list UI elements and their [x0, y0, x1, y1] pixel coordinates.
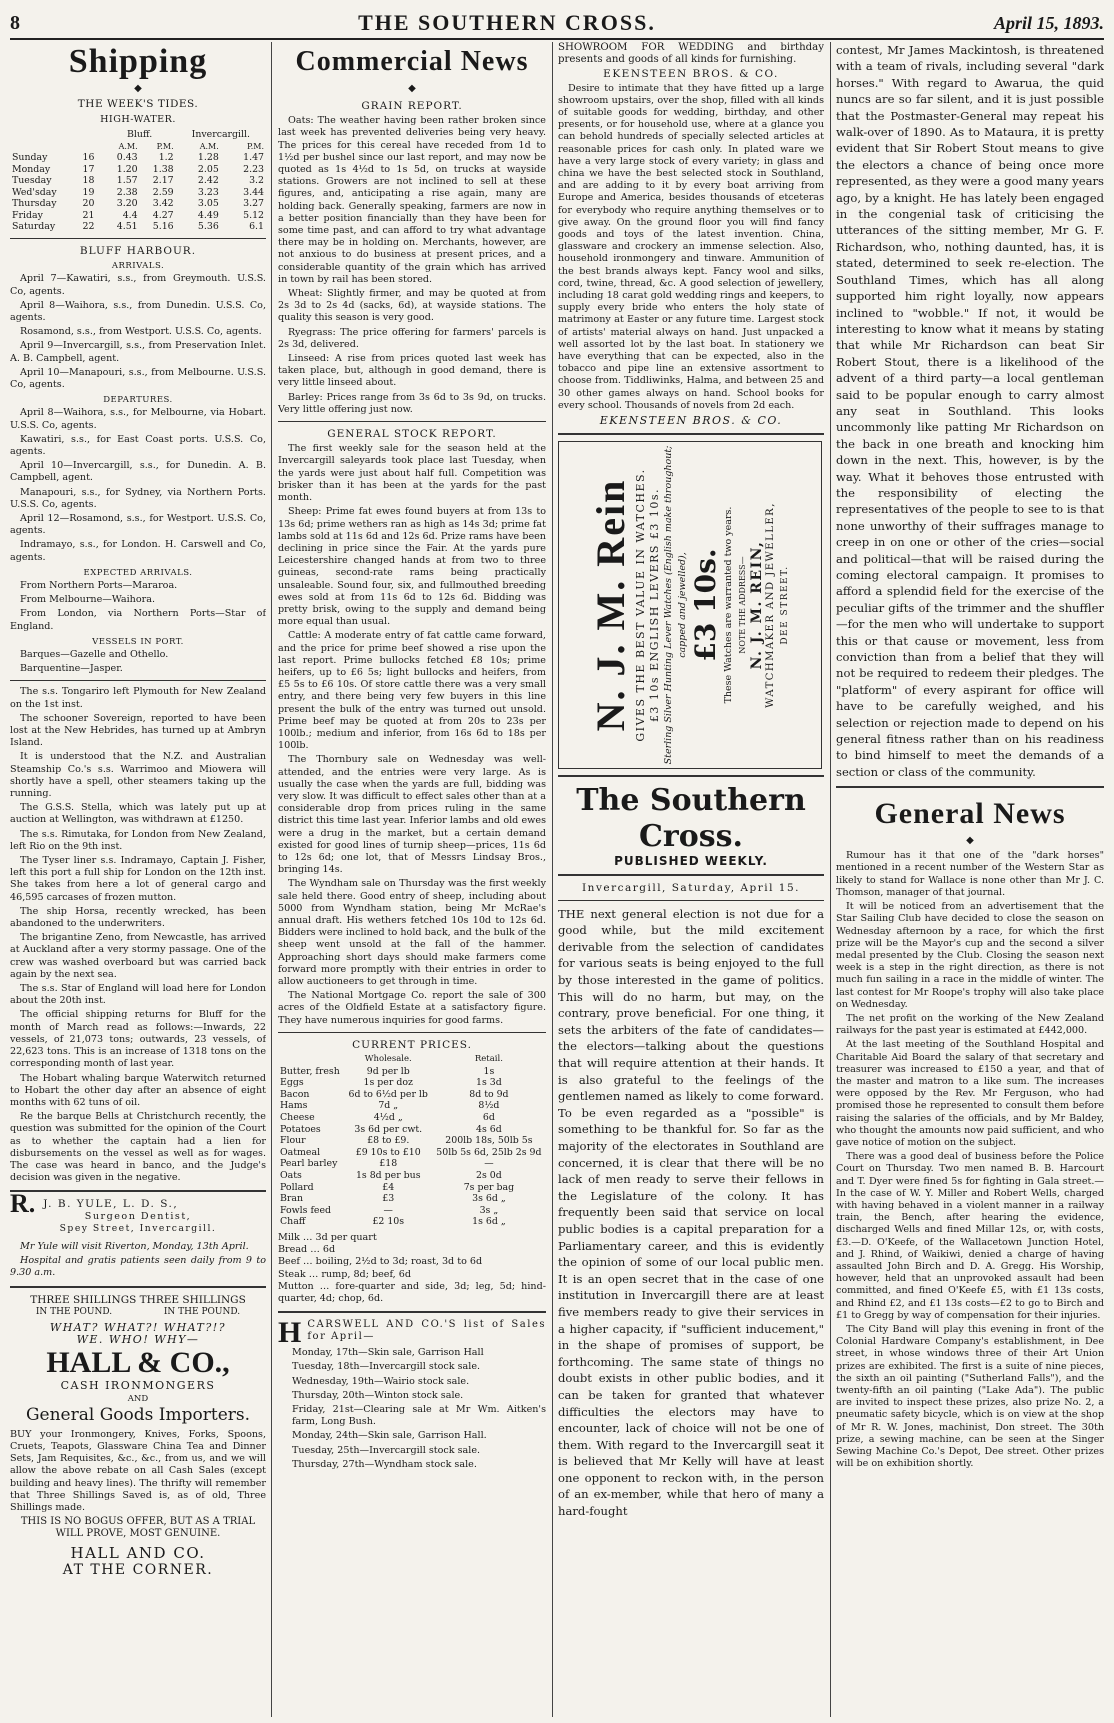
shipping-news-paragraph: The G.S.S. Stella, which was lately put up at auction at Wellington, was withdrawn at £1250.	[10, 802, 266, 826]
price-cell: £3	[382, 1193, 395, 1205]
hall-name: HALL & CO.,	[46, 1346, 230, 1380]
departure-entry: April 12—Rosamond, s.s., for Westport. U.S.S. Co, agents.	[10, 512, 266, 537]
price-cell: 1s 8d per bus	[355, 1169, 421, 1181]
price-row	[278, 1077, 546, 1089]
arrival-entry: April 10—Manapouri, s.s., from Melbourne. U.S.S. Co, agents.	[10, 366, 266, 390]
tide-row	[10, 187, 266, 199]
tide-cell: 2.17	[152, 175, 174, 187]
newspaper-title: THE SOUTHERN CROSS.	[358, 10, 656, 35]
showroom-lead: SHOWROOM FOR WEDDING and birthday presents and goods of all kinds for furnishing.	[558, 42, 824, 66]
hall-advert	[10, 1294, 266, 1579]
price-cell: Butter, fresh	[280, 1065, 340, 1077]
price-row	[278, 1124, 546, 1136]
grain-paragraph: Wheat: Slightly firmer, and may be quoted at from 2s 3d to 2s 4d (sacks, 6d), at wayside stations. The quality this season is very good.	[278, 288, 546, 324]
diamond-ornament-icon: ◆	[966, 835, 974, 847]
price-row	[278, 1100, 546, 1112]
yule-note: Hospital and gratis patients seen daily from 9 to 9.30 a.m.	[10, 1255, 266, 1279]
tide-cell: 16	[82, 152, 95, 164]
tide-cell: 5.36	[197, 221, 219, 233]
price-cell: Eggs	[280, 1077, 304, 1089]
tide-cell: 3.2	[249, 175, 264, 187]
departure-entry: Manapouri, s.s., for Sydney, via Northern Ports. U.S.S. Co, agents.	[10, 486, 266, 510]
ekensteen-body: Desire to intimate that they have fitted up a large showroom upstairs, over the shop, filled with all kinds of suitable goods for wedding, birthday, and other presents, or for household use, where at a glance you can behold hundreds of specially selected articles at reasonable prices for cash only. In plated ware we have a very large stock of every variety; in glass and china we have the best selected stock in Southland, and are adding to it by every boat arriving from Europe and America, besides thousands of etceteras for everybody who require anything themselves or to give away. On the ground floor you will find fancy goods and toys of the latest invention. China, glassware and crockery an immense selection. Also, household ironmongery and tinware. Ammunition of the best brands always kept. Fancy wool and silks, cord, twine, thread, &c. A good selection of jewellery, including 18 carat gold wedding rings and keepers, to supply every bride who enters the holy state of matrimony at Easter or any future time. Largest stock of artists' material always on hand. Just unpacked a well assorted lot by the last boat. In stationery we have everything that can be expected, also in the tobacco and pipe line an extensive assortment to choose from. Tiddliwinks, Halma, and between 25 and 30 other games always on hand. School books for every school. Thousands of novels from 2d each.	[558, 82, 824, 411]
price-cell: Fowls feed	[280, 1204, 332, 1216]
shipping-news-paragraph: The s.s. Star of England will load here for London about the 20th inst.	[10, 983, 266, 1007]
carswell-sale-item: Friday, 21st—Clearing sale at Mr Wm. Aitken's farm, Long Bush.	[292, 1403, 546, 1428]
tide-row	[10, 221, 266, 233]
shipping-news-paragraph: The official shipping returns for Bluff for the month of March read as follows:—Inwards, 22 vessels, of 21,073 tons; outwards, 23 vessels, of 22,623 tons. This is an increase of 1318 tons on the corresponding month of last year.	[10, 1009, 266, 1070]
carswell-sale-item: Wednesday, 19th—Wairio stock sale.	[292, 1375, 470, 1387]
price-cell: 1s 3d	[476, 1077, 502, 1089]
prices-table	[278, 1054, 546, 1228]
hall-footer: AT THE CORNER.	[62, 1562, 214, 1579]
shipping-news-paragraph: It is understood that the N.Z. and Australian Steamship Co.'s s.s. Warrimoo and Miowera will shortly have a spell, other steamers taking up the running.	[10, 751, 266, 800]
price-cell: —	[484, 1158, 494, 1170]
tide-row	[10, 210, 266, 222]
tide-cell: Monday	[12, 163, 51, 175]
rein-line: £3 10s ENGLISH LEVERS £3 10s.	[648, 488, 661, 723]
price-cell: 4½d „	[373, 1112, 403, 1123]
tide-cell: Wed'sday	[12, 186, 57, 198]
carswell-sale-item: Thursday, 20th—Winton stock sale.	[292, 1389, 464, 1401]
tide-row	[10, 175, 266, 187]
hall-line: THREE SHILLINGS THREE SHILLINGS	[30, 1293, 246, 1306]
carswell-sales	[278, 1347, 546, 1471]
meat-price: rump, 8d; beef, 6d	[321, 1268, 412, 1280]
price-row	[278, 1112, 546, 1124]
hall-offer: THIS IS NO BOGUS OFFER, BUT AS A TRIAL WILL PROVE, MOST GENUINE.	[20, 1516, 256, 1540]
tide-col-header: P.M.	[156, 141, 174, 151]
yule-initial: R.	[10, 1189, 36, 1219]
meat-price: boiling, 2½d to 3d; roast, 3d to 6d	[315, 1256, 483, 1268]
price-row	[278, 1193, 546, 1205]
vessels-list	[10, 649, 266, 675]
general-news-paragraph: Rumour has it that one of the "dark horses" mentioned in a recent number of the Western Star as likely to stand for Wallace is none other than Mr J. C. Thomson, manager of that journal.	[836, 850, 1104, 898]
departures-title: DEPARTURES.	[103, 395, 173, 406]
carswell-advert	[278, 1316, 546, 1471]
tide-row	[10, 164, 266, 176]
general-news-paragraph: The City Band will play this evening in front of the Colonial Hardware Company's establishment, in Dee street, in whose windows three of their Art Union prizes are exhibited. The first is a suite of nine pieces, the sixth an oil painting ("Sutherland Falls"), and the twenty-fifth an oil painting ("Lake Ada"). The public are invited to inspect these prizes, also prize No. 2, a pneumatic safety bicycle, which is on view at the shop of Mr R. W. Jones, machinist, Don street. The 30th prize, a sewing machine, can be seen at the Singer Sewing Machine Co.'s Depot, Dee street. Other prizes will be on exhibition shortly.	[836, 1324, 1104, 1470]
price-row	[278, 1066, 546, 1078]
section-heading-general: General News	[874, 797, 1066, 831]
tide-cell: 2.38	[116, 186, 138, 198]
tide-cell: 4.49	[197, 209, 219, 221]
tide-cell: Tuesday	[12, 175, 52, 187]
hall-and: AND	[127, 1393, 149, 1404]
price-col-header: Wholesale.	[364, 1054, 412, 1065]
price-cell: 7s per bag	[463, 1181, 515, 1193]
tide-col-header: P.M.	[246, 141, 264, 151]
carswell-title: CARSWELL AND CO.'S list of Sales for April—	[307, 1319, 546, 1343]
expected-title: EXPECTED ARRIVALS.	[83, 567, 193, 578]
stock-paragraph: The first weekly sale for the season held at the Invercargill saleyards took place last Tuesday, when the yards were just about half full. Competition was brisker than it has been at the yards for the past month.	[278, 443, 546, 504]
grain-paragraph: Ryegrass: The price offering for farmers' parcels is 2s 3d, delivered.	[278, 326, 546, 350]
tide-cell: 2.59	[152, 186, 174, 198]
price-cell: Oats	[280, 1169, 302, 1181]
rein-name: N. J. M. Rein	[588, 478, 633, 732]
meat-price: fore-quarter and side, 3d; leg, 5d; hind-quarter, 4d; chop, 6d.	[278, 1280, 546, 1304]
price-row	[278, 1158, 546, 1170]
grain-paragraph: Linseed: A rise from prices quoted last week has taken place, but, although in good demand, there is very little linseed about.	[278, 353, 546, 389]
expected-entry: From London, via Northern Ports—Star of England.	[10, 608, 266, 632]
carswell-sale-item: Monday, 17th—Skin sale, Garrison Hall	[292, 1347, 484, 1359]
tide-cell: 1.20	[116, 163, 138, 175]
rein-line: Sterling Silver Hunting Lever Watches (English make throughout; capped and jewelled),	[663, 445, 688, 765]
tide-cell: 1.57	[116, 175, 138, 187]
price-row	[278, 1216, 546, 1228]
tide-cell: 3.20	[116, 198, 138, 210]
meat-prices	[278, 1232, 546, 1305]
tide-cell: 3.42	[152, 198, 174, 210]
hall-body: BUY your Ironmongery, Knives, Forks, Spoons, Cruets, Teapots, Glassware China Tea and Dinner Sets, Jam Requisites, &c., &c., from us, and we will allow the above rebate on all Cash Sales (except building and heavy lines). The thrifty will remember that Three Shillings Saved is, as of old, Three Shillings made.	[10, 1428, 266, 1513]
tide-col-header: A.M.	[118, 141, 138, 151]
meat-row	[278, 1281, 546, 1305]
meat-row	[278, 1232, 546, 1244]
page-number: 8	[10, 11, 20, 34]
general-news-paragraph: The net profit on the working of the New Zealand railways for the past year is estimated at £442,000.	[836, 1012, 1104, 1037]
tide-cell: 2.42	[197, 175, 219, 187]
yule-note: Mr Yule will visit Riverton, Monday, 13th April.	[20, 1240, 249, 1252]
expected-entry: From Northern Ports—Mararoa.	[20, 579, 178, 591]
meat-price: 6d	[322, 1244, 336, 1256]
tide-cell: 20	[82, 198, 95, 210]
tide-cell: 3.44	[243, 186, 264, 198]
tides-title: THE WEEK'S TIDES.	[77, 98, 199, 110]
tide-cell: 17	[82, 163, 95, 175]
expected-list	[10, 580, 266, 633]
tide-cell: 1.47	[243, 152, 264, 164]
tide-cell: 1.38	[152, 163, 174, 175]
column-leader	[558, 42, 824, 1717]
rein-line: These Watches are warranted two years.	[723, 506, 734, 704]
stock-paragraph: The National Mortgage Co. report the sale of 300 acres of the Oldfield Estate at a satisfactory figure. They have numerous inquiries for good farms.	[278, 990, 546, 1026]
price-row	[278, 1205, 546, 1217]
ekensteen-signature: EKENSTEEN BROS. & CO.	[599, 414, 783, 428]
diamond-ornament-icon: ◆	[408, 83, 416, 94]
column-rule	[271, 42, 272, 1717]
tide-cell: 19	[82, 186, 95, 198]
price-cell: Potatoes	[280, 1123, 321, 1135]
rein-price: £3 10s.	[689, 548, 722, 662]
price-cell: 3s „	[479, 1204, 499, 1216]
rein-line: DEE STREET.	[780, 565, 790, 645]
vessel-entry: Barques—Gazelle and Othello.	[20, 649, 169, 660]
stock-report	[278, 443, 546, 1027]
stock-paragraph: The Wyndham sale on Thursday was the first weekly sale held there. Good entry of sheep, including about 5000 from Wyndham station, being Mr McRae's annual draft. His wethers fetched 10s 10d to 12s 6d. Bidders were inclined to hold back, and the bulk of the sheep went unsold at the fall of the hammer. Approaching short days should make farmers come forward more promptly with their entries in order to allow auctioneers to get through in time.	[278, 878, 546, 988]
price-row	[278, 1170, 546, 1182]
tide-place: Bluff.	[127, 129, 153, 141]
price-cell: Pearl barley	[280, 1158, 338, 1170]
rein-line: WATCHMAKER AND JEWELLER,	[765, 502, 776, 709]
price-cell: £4	[382, 1181, 395, 1193]
tide-cell: 21	[82, 209, 95, 221]
rein-line: NOTE THE ADDRESS—	[738, 556, 747, 654]
yule-name: J. B. YULE, L. D. S.,	[43, 1198, 179, 1211]
tides-subtitle: HIGH-WATER.	[100, 114, 176, 126]
tide-cell: 5.16	[152, 221, 174, 233]
carswell-sale-item: Monday, 24th—Skin sale, Garrison Hall.	[292, 1430, 487, 1442]
arrival-entry: April 8—Waihora, s.s., from Dunedin. U.S.S. Co, agents.	[10, 299, 266, 323]
shipping-news-paragraph: The Tyser liner s.s. Indramayo, Captain J. Fisher, left this port a full ship for London on the 12th inst. She takes from here a lot of general cargo and 46,595 carcases of frozen mutton.	[10, 855, 266, 903]
tide-cell: 4.51	[116, 221, 138, 233]
shipping-news-paragraph: The brigantine Zeno, from Newcastle, has arrived at Auckland after a very stormy passage. One of the crew was washed overboard but was carried back again by the next sea.	[10, 932, 266, 980]
section-heading-shipping: Shipping	[68, 43, 208, 80]
hall-footer: HALL AND CO.	[70, 1544, 206, 1563]
column-shipping	[10, 42, 266, 1717]
meat-row	[278, 1269, 546, 1281]
tide-cell: Saturday	[12, 221, 56, 233]
masthead	[10, 8, 1104, 40]
arrival-entry: April 7—Kawatiri, s.s., from Greymouth. U.S.S. Co, agents.	[10, 273, 266, 297]
harbour-title: BLUFF HARBOUR.	[79, 244, 197, 257]
tide-cell: Sunday	[12, 152, 48, 164]
stock-paragraph: The Thornbury sale on Wednesday was well-attended, and the entries were very large. As is usually the case when the yards are full, bidding was very slow. It was difficult to effect sales other than at a considerable drop from prices ruling in the same district this time last year. Inferior lambs and old ewes were a drug in the market, but a certain demand existed for good lines of turnip sheep—prices, 11s 6d to 12s 6d; one lot, that of Messrs Lindsay Bros., bringing 14s.	[278, 754, 546, 876]
meat-item: Bread …	[278, 1244, 323, 1256]
shipping-news	[10, 686, 266, 1184]
tide-cell: 2.05	[197, 163, 219, 175]
meat-row	[278, 1256, 546, 1268]
ekensteen-firm: EKENSTEEN BROS. & CO.	[603, 68, 779, 81]
shipping-news-paragraph: The ship Horsa, recently wrecked, has been abandoned to the underwriters.	[10, 905, 266, 930]
tide-cell: 4.27	[152, 209, 174, 221]
shipping-news-paragraph: Re the barque Bells at Christchurch recently, the question was submitted for the opinion of the Court as to whether the captain had a lien for disbursements on the vessel as well as for wages. The case was heard in banco, and the Judge's decision was given in the negative.	[10, 1111, 266, 1184]
tide-cell: 5.12	[243, 209, 264, 221]
price-cell: 1s 6d „	[472, 1216, 506, 1228]
grain-report	[278, 115, 546, 416]
grain-title: GRAIN REPORT.	[361, 100, 463, 112]
tide-cell: 18	[82, 175, 95, 187]
tide-cell: 3.23	[197, 186, 219, 198]
shipping-news-paragraph: The s.s. Tongariro left Plymouth for New Zealand on the 1st inst.	[10, 686, 266, 710]
rein-line: N. J. M. REIN,	[749, 540, 765, 670]
price-cell: 1s per doz	[363, 1077, 413, 1089]
price-cell: 4s 6d	[476, 1123, 502, 1135]
price-cell: 6d	[482, 1112, 495, 1123]
hall-line: IN THE POUND.	[163, 1306, 241, 1317]
issue-date: April 15, 1893.	[993, 12, 1104, 33]
price-row	[278, 1135, 546, 1147]
price-cell: 2s 0d	[476, 1169, 502, 1181]
price-cell: 1s	[483, 1065, 495, 1077]
tide-cell: 3.27	[243, 198, 264, 210]
column-general	[836, 42, 1104, 1717]
price-cell: £18	[379, 1158, 398, 1170]
tide-cell: 4.4	[122, 209, 138, 221]
arrival-entry: April 9—Invercargill, s.s., from Preservation Inlet. A. B. Campbell, agent.	[10, 340, 266, 364]
price-cell: £9 10s to £10	[355, 1146, 421, 1158]
carswell-initial: H	[278, 1316, 302, 1350]
arrivals-list	[10, 273, 266, 391]
hall-sub: CASH IRONMONGERS	[60, 1379, 216, 1393]
tide-place: Invercargill.	[191, 129, 250, 141]
price-cell: 7d „	[378, 1100, 399, 1112]
tides-table	[10, 129, 266, 233]
tide-cell: 1.2	[158, 152, 174, 164]
meat-item: Steak …	[278, 1268, 322, 1280]
stock-paragraph: Cattle: A moderate entry of fat cattle came forward, and the price for prime beef showed a rise upon the last report. Prime bullocks fetched £8 10s; prime heifers, up to £6 5s; light bullocks and heifers, from £5 5s to £6 10s. Of store cattle there was a very small entry, and there being very few buyers in this line present the bulk of the entry was turned out unsold. Prime beef may be quoted at from 20s to 23s per 100lb.; medium and inferior, from 16s 6d to 18s per 100lb.	[278, 630, 546, 752]
expected-entry: From Melbourne—Waihora.	[20, 594, 155, 606]
price-cell: 3s 6d per cwt.	[354, 1123, 423, 1135]
column-rule	[552, 42, 553, 1717]
general-news-paragraph: It will be noticed from an advertisement that the Star Sailing Club have decided to close the season on Wednesday afternoon by a race, for which the first prize will be the Mayor's cup and the second a silver medal presented by the Club. Closing the season next week is a step in the right direction, as there is not much fun sailing in a race in the middle of winter. The last contest for Mr Roope's trophy will also take place on Wednesday.	[836, 901, 1104, 1010]
prices-title: CURRENT PRICES.	[352, 1038, 472, 1051]
paper-nameplate: The Southern Cross.	[576, 783, 806, 855]
grain-paragraph: Barley: Prices range from 3s 6d to 3s 9d, on trucks. Very little offering just now.	[278, 391, 546, 415]
general-news-paragraph: At the last meeting of the Southland Hospital and Charitable Aid Board the salary of that secretary and treasurer was increased to £150 a year, and that of the master and matron to a like sum. The increases were opposed by the Rev. Mr Ferguson, who had promised those he represented to consult them before raising the salaries of the officials, and by Mr Baldey, who thought the amounts now paid sufficient, and who gave notice of motion on the subject.	[836, 1039, 1104, 1148]
departure-entry: Indramayo, s.s., for London. H. Carswell and Co, agents.	[10, 539, 266, 563]
tide-cell: 1.28	[197, 152, 219, 164]
departure-entry: April 10—Invercargill, s.s., for Dunedin. A. B. Campbell, agent.	[10, 460, 266, 484]
price-cell: 50lb 5s 6d, 25lb 2s 9d	[436, 1146, 542, 1158]
general-news	[836, 850, 1104, 1470]
shipping-news-paragraph: The Hobart whaling barque Waterwitch returned to Hobart the other day after an absence of eight months with 62 tuns of oil.	[10, 1072, 266, 1108]
vessels-title: VESSELS IN PORT.	[92, 636, 184, 647]
tide-cell: 6.1	[249, 221, 264, 233]
vessel-entry: Barquentine—Jasper.	[20, 663, 123, 675]
tide-cell: 22	[82, 221, 95, 233]
stock-paragraph: Sheep: Prime fat ewes found buyers at from 13s to 13s 6d; prime wethers ran as high as 14s 3d; prime fat lambs sold at 11s 6d and 12s 6d. Prize rams have been declining in price since the Fair. At the yards pure Leicestershire changed hands at from two to three guineas, second-rate rams being practically unsaleable. Sound four, six, and fullmouthed breeding ewes sold at from 11s 6d to 12s 6d. Bidding was pretty brisk, owing to the supply and demand being more equal than usual.	[278, 506, 546, 628]
shipping-news-paragraph: The s.s. Rimutaka, for London from New Zealand, left Rio on the 9th inst.	[10, 828, 266, 852]
price-cell: Flour	[280, 1135, 306, 1147]
price-cell: Oatmeal	[280, 1146, 321, 1158]
hall-line: WHAT? WHAT?! WHAT?!?	[49, 1320, 227, 1334]
price-row	[278, 1182, 546, 1194]
shipping-news-paragraph: The schooner Sovereign, reported to have been lost at the New Hebrides, has turned up at Ambryn Island.	[10, 712, 266, 749]
price-row	[278, 1147, 546, 1159]
carswell-sale-item: Tuesday, 18th—Invercargill stock sale.	[292, 1361, 481, 1373]
price-col-header: Retail.	[474, 1054, 503, 1065]
tide-row	[10, 152, 266, 164]
ekensteen-advert	[558, 42, 824, 427]
yule-title: Surgeon Dentist,	[84, 1210, 192, 1222]
paper-subtitle: PUBLISHED WEEKLY.	[614, 854, 768, 869]
tide-row	[10, 198, 266, 210]
carswell-sale-item: Thursday, 27th—Wyndham stock sale.	[292, 1458, 477, 1470]
price-cell: 8½d	[478, 1100, 500, 1112]
price-cell: —	[383, 1204, 393, 1216]
price-cell: £8 to £9.	[367, 1135, 410, 1147]
leader-text: THE next general election is not due for a good while, but the mild excitement derivable from the selection of candidates for various seats is being enjoyed to the full by those interested in the game of politics. This will do no harm, but may, on the contrary, prove beneficial. For one thing, it sets the arbiters of the fate of candidates—the electors—talking about the questions that will require attention at their hands. It is also grateful to the feelings of the gentlemen named as likely to come forward. To be even regarded as a "possible" is something to be thankful for. So far as the majority of the electorates in Southland are concerned, it is clear that there will be no lack of men ready to serve their fellows in the Legislature of the colony. It has frequently been said that service on local public bodies is a capital preparation for a Parliamentary career, and this is evidently the opinion of some of our local public men. It is an open secret that in the case of one institution in Invercargill there are at least five members ready to give their services in a higher capacity, if "sufficient inducement," in the shape of promises of support, be forthcoming. The same state of things no doubt exists in other public bodies, and it can be taken for granted that whatever difficulties the electors may have to encounter, lack of choice will not be one of them. With regard to the Invercargill seat it is believed that Mr Kelly will have at least one opponent to reckon with, in the person of an ex-member, while that hero of many a hard-fought	[558, 906, 824, 1519]
meat-price: 3d per quart	[315, 1231, 377, 1243]
hall-sub: General Goods Importers.	[25, 1404, 251, 1425]
diamond-ornament-icon: ◆	[134, 83, 142, 94]
tide-cell: Friday	[12, 209, 43, 221]
hall-line: IN THE POUND.	[35, 1306, 113, 1317]
price-cell: 9d per lb	[366, 1065, 410, 1077]
price-cell: Chaff	[280, 1216, 306, 1228]
departure-entry: April 8—Waihora, s.s., for Melbourne, via Hobart. U.S.S. Co, agents.	[10, 407, 266, 431]
meat-item: Mutton …	[278, 1280, 336, 1292]
price-cell: 3s 6d „	[472, 1193, 506, 1205]
yule-advert	[10, 1189, 266, 1279]
price-cell: 8d to 9d	[469, 1088, 509, 1100]
price-cell: Hams	[280, 1100, 308, 1112]
meat-item: Milk …	[278, 1231, 316, 1243]
rein-line: GIVES THE BEST VALUE IN WATCHES.	[634, 468, 647, 742]
dateline: Invercargill, Saturday, April 15.	[582, 881, 800, 894]
price-cell: Bacon	[280, 1088, 310, 1100]
departures-list	[10, 407, 266, 563]
section-heading-commercial: Commercial News	[295, 46, 529, 77]
tide-col-header: A.M.	[199, 141, 219, 151]
rein-advert	[558, 441, 822, 769]
column-commercial	[278, 42, 546, 1717]
price-cell: Pollard	[280, 1181, 314, 1193]
hall-line: WE. WHO! WHY—	[76, 1333, 200, 1347]
price-row	[278, 1089, 546, 1101]
price-cell: Bran	[280, 1193, 303, 1205]
tide-cell: 0.43	[116, 152, 138, 164]
carswell-sale-item: Tuesday, 25th—Invercargill stock sale.	[292, 1444, 481, 1456]
arrivals-title: ARRIVALS.	[111, 261, 165, 272]
stock-title: GENERAL STOCK REPORT.	[327, 428, 497, 441]
price-cell: Cheese	[280, 1112, 315, 1123]
departure-entry: Kawatiri, s.s., for East Coast ports. U.S.S. Co, agents.	[10, 433, 266, 457]
yule-address: Spey Street, Invercargill.	[59, 1222, 217, 1234]
leader-continued	[836, 42, 1104, 780]
general-news-paragraph: There was a good deal of business before the Police Court on Thursday. Two men named B. B. Harcourt and T. Dyer were fined 5s for fighting in Gala street.—In the case of W. Y. Miller and Robert Wells, charged with having behaved in a violent manner in a railway train, the Bench, after hearing the evidence, discharged Wells and fined Millar 12s, or, with costs, £3.—D. O'Keefe, of the Wallacetown Junction Hotel, and J. Rhind, of Waikiwi, denied a charge of having assaulted John Birch and D. A. Gregg. His Worship, however, held that an unprovoked assault had been committed, and fined O'Keefe £5, with £1 13s costs, and Rhind £2, and £1 13s costs—£2 to go to Birch and £1 to Gregg by way of compensation for their injuries.	[836, 1151, 1104, 1321]
price-cell: £2 10s	[372, 1216, 405, 1228]
tide-cell: 2.23	[243, 163, 264, 175]
grain-paragraph: Oats: The weather having been rather broken since last week has prevented deliveries being very heavy. The prices for this cereal have receded from 1d to 1½d per bushel since our last report, and may now be quoted as 1s 4½d to 1s 5d, on trucks at wayside stations. Growers are not inclined to sell at these figures, and, anticipating a rise again, many are holding back. Generally speaking, farmers are now in a better position financially than they have been for some time past, and can afford to try what advantage there may be in holding on. Merchants, however, are not anxious to do business at present prices, and a considerable quantity of the grain which has arrived in town by rail has been stored.	[278, 115, 546, 285]
tide-cell: Thursday	[12, 198, 57, 210]
leader-continued-text: contest, Mr James Mackintosh, is threatened with a team of rivals, including several "dark horses." With regard to Awarua, the quid nuncs are so far silent, and it is just possible that the Postmaster-General may repeat his walk-over of 1890. As to Mataura, it is pretty evident that Sir Robert Stout means to give the electors a chance of being once more represented, as they were a good many years ago, by a knight. He has lately been engaged in the congenial task of criticising the utterances of the sitting member, Mr G. F. Richardson, who, nothing daunted, has, it is stated, determined to seek re-election. The Southland Times, which has all along supported him right loyally, now appears inclined to "wobble." If not, it would be interesting to know what it means by stating that while Mr Richardson can beat Sir Robert Stout, there is a likelihood of the advent of a third party—a local gentleman said to be popular enough to carry almost any seat in Southland. This looks uncommonly like patting Mr Richardson on the back in one breath and knocking him down in the next. This, however, is by the way. What it behoves those entrusted with the responsibility of electing the representatives of the people to see to is that none unworthy of their suffrages manage to creep in on one or other of the cries—social and political—that will be raised during the coming electoral campaign. It promises to afford a splendid field for the exercise of the peculiar gifts of the trimmer and the shuffler—for the men who will undertake to support this or that cause or movement, less from conviction than from a belief that they will not be required to redeem their pledges. The "platform" of every aspirant for office will have to be carefully weighed, and his selection or rejection made to depend on his general fitness rather than on his readiness to bind himself to meet the demands of a section or class of the community.	[836, 43, 1104, 779]
meat-row	[278, 1244, 546, 1256]
meat-item: Beef …	[278, 1256, 316, 1268]
tide-cell: 3.05	[197, 198, 219, 210]
column-rule	[830, 42, 831, 1717]
price-cell: 6d to 6½d per lb	[348, 1088, 428, 1100]
arrival-entry: Rosamond, s.s., from Westport. U.S.S. Co, agents.	[20, 326, 262, 338]
price-cell: 200lb 18s, 50lb 5s	[445, 1135, 533, 1147]
leader-article	[558, 906, 824, 1520]
